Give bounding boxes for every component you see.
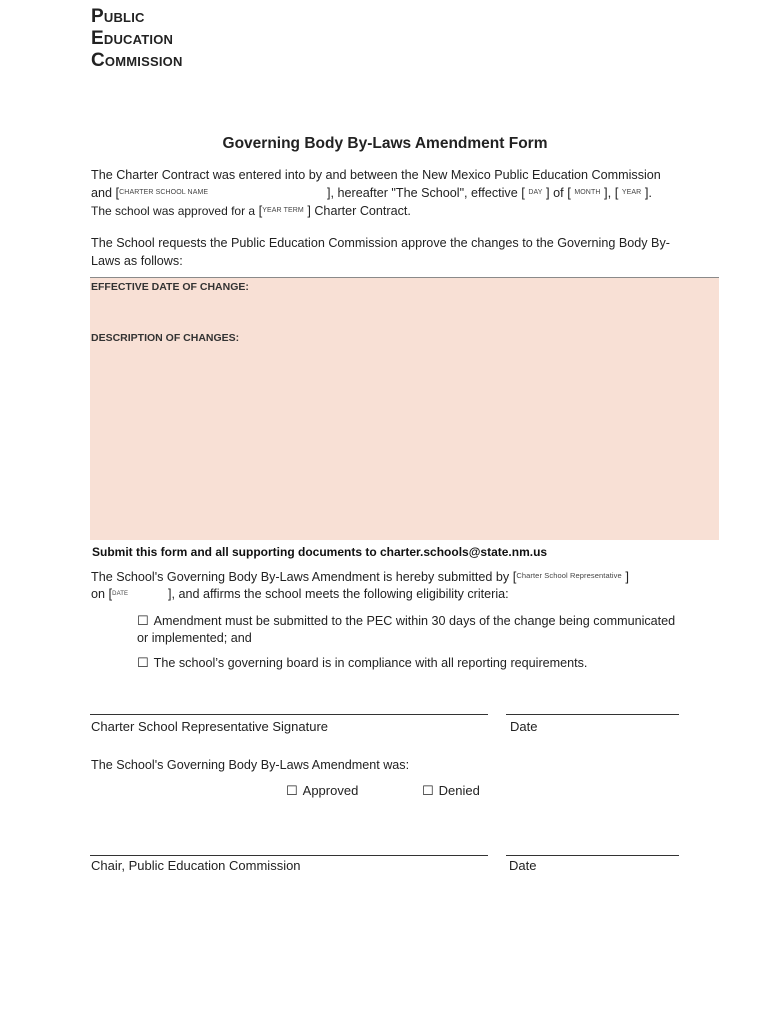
org-line-1: Public bbox=[91, 6, 145, 27]
rep-signature-line[interactable] bbox=[90, 714, 488, 715]
intro-line-3: The school was approved for a [$^{YEAR TERM}$ ] Charter Contract. bbox=[91, 203, 411, 218]
request-line-2: Laws as follows: bbox=[91, 254, 183, 268]
intro-line-2: and [$^{CHARTER SCHOOL NAME}$ bbox=[91, 185, 209, 200]
organization-name bbox=[91, 6, 183, 72]
denied-label: Denied bbox=[438, 783, 480, 798]
intro-line-2-cont: ], hereafter "The School", effective [ $^{DAY}$ ] of [ $^{MONTH}$ ], [ $^{YEAR}$ ]. bbox=[327, 185, 653, 200]
intro-approved-suffix: ] Charter Contract. bbox=[307, 204, 411, 218]
school-name-field[interactable]: CHARTER SCHOOL NAME bbox=[119, 189, 209, 196]
submission-prefix: The School's Governing Body By-Laws Amendment is hereby submitted by bbox=[91, 570, 510, 584]
submission-line-2: on [$^{DATE}$ bbox=[91, 586, 129, 601]
denied-option bbox=[422, 783, 480, 799]
submit-instruction: Submit this form and all supporting documents to charter.schools@state.nm.us bbox=[92, 545, 548, 559]
decision-intro: The School's Governing Body By-Laws Amendment was: bbox=[91, 758, 410, 772]
approved-checkbox[interactable]: ☐ bbox=[286, 783, 298, 798]
year-field[interactable]: YEAR bbox=[621, 189, 642, 196]
approved-label: Approved bbox=[302, 783, 359, 798]
org-line-2: Education bbox=[91, 28, 174, 49]
representative-field[interactable]: Charter School Representative bbox=[516, 571, 622, 580]
form-title: Governing Body By-Laws Amendment Form bbox=[222, 135, 548, 152]
approved-option bbox=[286, 783, 358, 799]
chair-date-label: Date bbox=[509, 858, 537, 873]
chair-signature-line[interactable] bbox=[90, 855, 488, 856]
submission-date-field[interactable]: DATE bbox=[112, 591, 129, 597]
rep-date-line[interactable] bbox=[506, 714, 679, 715]
criterion-2 bbox=[137, 654, 587, 672]
chair-date-line[interactable] bbox=[506, 855, 679, 856]
criterion-1 bbox=[137, 612, 675, 630]
org-line-3: Commission bbox=[91, 50, 183, 71]
criterion-1-line-2: or implemented; and bbox=[137, 631, 252, 645]
intro-of: of bbox=[553, 186, 564, 200]
rep-date-label: Date bbox=[510, 719, 538, 734]
intro-and: and bbox=[91, 186, 113, 200]
chair-signature-label: Chair, Public Education Commission bbox=[91, 858, 301, 873]
criterion-1-checkbox[interactable]: ☐ bbox=[137, 613, 149, 628]
changes-box[interactable] bbox=[90, 277, 719, 540]
effective-date-label: EFFECTIVE DATE OF CHANGE: bbox=[91, 281, 249, 293]
criterion-2-checkbox[interactable]: ☐ bbox=[137, 655, 149, 670]
rep-signature-label: Charter School Representative Signature bbox=[91, 719, 329, 734]
description-label: DESCRIPTION OF CHANGES: bbox=[91, 332, 240, 344]
intro-hereafter: ], hereafter "The School", effective bbox=[327, 186, 518, 200]
year-term-field[interactable]: YEAR TERM bbox=[262, 207, 304, 214]
day-field[interactable]: DAY bbox=[528, 189, 543, 196]
denied-checkbox[interactable]: ☐ bbox=[422, 783, 434, 798]
month-field[interactable]: MONTH bbox=[574, 189, 601, 196]
submission-suffix: ], and affirms the school meets the following eligibility criteria: bbox=[168, 587, 509, 601]
submission-on: on bbox=[91, 587, 106, 601]
submission-line-1: The School's Governing Body By-Laws Amendment is hereby submitted by [$^{Charter School Representative}$ ] bbox=[91, 569, 630, 584]
request-line-1: The School requests the Public Education Commission approve the changes to the Governing Body By- bbox=[91, 236, 670, 250]
intro-approved-prefix: The school was approved for a bbox=[91, 204, 256, 218]
criterion-1-text: Amendment must be submitted to the PEC within 30 days of the change being communicated bbox=[153, 614, 676, 628]
criterion-2-text: The school’s governing board is in compliance with all reporting requirements. bbox=[153, 656, 588, 670]
intro-line-1: The Charter Contract was entered into by and between the New Mexico Public Education Commission bbox=[91, 168, 661, 182]
